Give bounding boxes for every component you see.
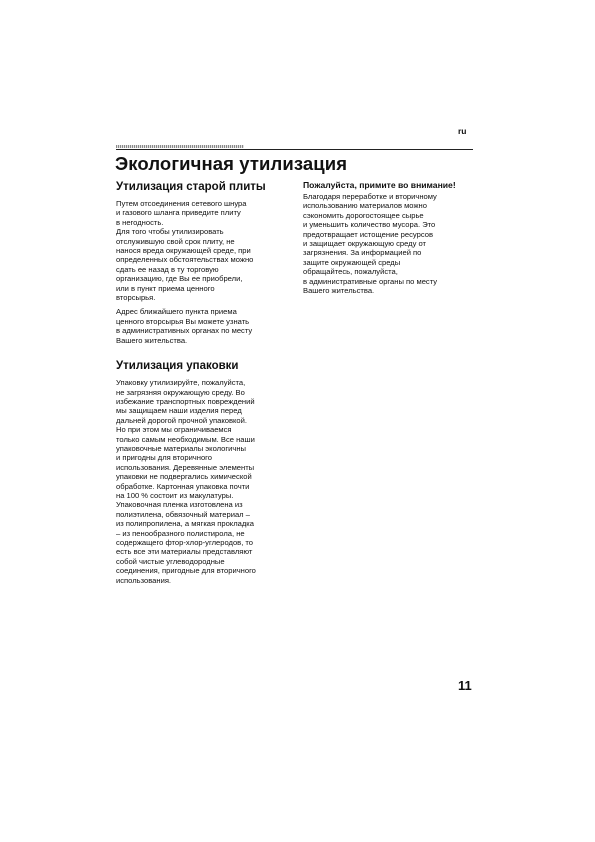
paragraph [116,199,292,302]
right-column [303,180,479,295]
text-line: и уменьшить количество мусора. Это [303,220,436,230]
text-line: на 100 % состоит из макулатуры. [116,490,234,500]
section-heading-old-cooker: Утилизация старой плиты [116,181,266,193]
text-line: или в пункт приема ценного [116,283,215,293]
note-heading: Пожалуйста, примите во внимание! [303,180,456,190]
header-stripe [116,145,244,148]
page-title: Экологичная утилизация [115,153,348,174]
text-line: и защищает окружающую среду от [303,239,427,249]
text-line: упаковочные материалы экологичны [116,443,246,453]
language-code: ru [458,126,467,136]
text-line: предотвращает истощение ресурсов [303,229,433,239]
text-line: Путем отсоединения сетевого шнура [116,199,247,208]
text-line: использования. [116,575,172,585]
text-line: ценного вторсырья Вы можете узнать [116,316,250,326]
text-line: и пригодны для вторичного [116,453,213,463]
text-line: вторсырья. [116,293,156,303]
text-line: собой чистые углеводородные [116,556,225,566]
text-line: – из пенообразного полистирола, не [116,528,245,538]
text-line: использованию материалов можно [303,201,427,211]
text-line: дальней дорогой прочной упаковкой. [116,415,247,425]
text-line: в административных органах по месту [116,326,253,336]
text-line: отслужившую свой срок плиту, не [116,236,235,246]
text-line: Адрес ближайшего пункта приема [116,307,237,317]
text-line: использования. Деревянные элементы [116,462,255,472]
text-line: упаковки не подвергались химической [116,472,252,482]
paragraph [116,378,292,585]
page-number: 11 [458,678,472,693]
paragraph [116,307,292,345]
text-line: Упаковку утилизируйте, пожалуйста, [116,378,246,388]
text-line: мы защищаем наши изделия перед [116,406,242,416]
text-line: организацию, где Вы ее приобрели, [116,274,243,284]
text-line: сдать ее назад в ту торговую [116,264,219,274]
text-line: защите окружающей среды [303,257,401,267]
text-line: в административные органы по месту [303,276,438,286]
text-line: избежание транспортных повреждений [116,396,255,406]
text-line: сэкономить дорогостоящее сырье [303,210,424,220]
text-line: Для того чтобы утилизировать [116,227,224,237]
text-line: Благодаря переработке и вторичному [303,192,437,201]
text-line: соединения, пригодные для вторичного [116,566,256,576]
header-rule [116,149,473,150]
text-line: Но при этом мы ограничиваемся [116,425,232,435]
text-line: содержащего фтор-хлор-углеродов, то [116,538,254,547]
text-line: обработке. Картонная упаковка почти [116,481,250,491]
left-column [116,180,292,585]
text-line: нанося вреда окружающей среде, при [116,246,251,256]
text-line: в негодность. [116,217,164,227]
text-line: Вашего жительства. [303,286,375,296]
text-line: обращайтесь, пожалуйста, [303,267,398,277]
paragraph [303,192,479,295]
text-line: определенных обстоятельствах можно [116,255,254,265]
text-line: загрязнения. За информацией по [303,248,422,258]
text-line: и газового шланга приведите плиту [116,208,241,218]
text-line: есть все эти материалы представляют [116,547,253,557]
text-line: полиэтилена, обвязочный материал – [116,509,250,519]
section-heading-packaging: Утилизация упаковки [116,360,239,373]
text-line: Вашего жительства. [116,335,188,345]
text-line: только самым необходимым. Все наши [116,434,255,444]
text-line: не загрязняя окружающую среду. Во [116,387,245,397]
text-line: из полипропилена, а мягкая прокладка [116,519,255,529]
text-line: Упаковочная пленка изготовлена из [116,500,243,510]
